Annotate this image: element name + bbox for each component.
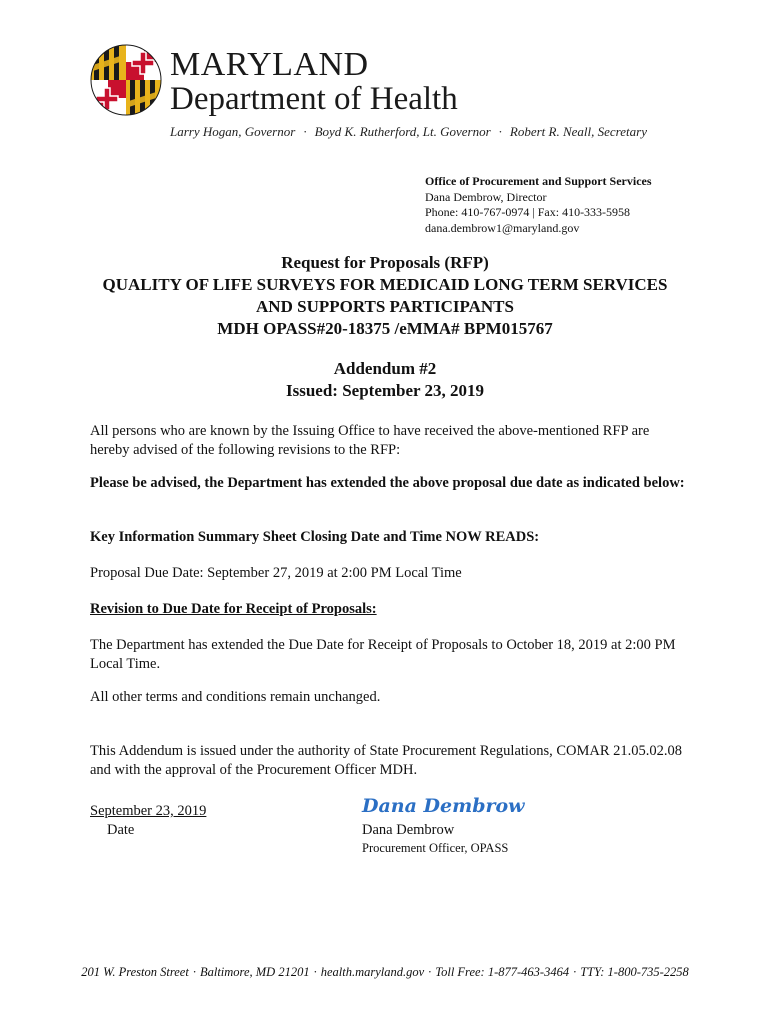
office-name: Office of Procurement and Support Services [425, 174, 652, 188]
org-name: MARYLAND [170, 46, 369, 83]
revision-paragraph: The Department has extended the Due Date for Receipt of Proposals to October 18, 2019 at 2:00 PM Local Time. [90, 637, 676, 672]
footer-tollfree: Toll Free: 1-877-463-3464 [435, 965, 570, 979]
handwritten-signature: Dana Dembrow [362, 795, 525, 817]
footer-address [0, 965, 770, 980]
secretary: Robert R. Neall, Secretary [509, 124, 647, 139]
office-phone: Phone: 410-767-0974 | Fax: 410-333-5958 [425, 205, 631, 219]
addendum-number: Addendum #2 [333, 359, 437, 378]
issued-date: Issued: September 23, 2019 [285, 381, 485, 400]
separator: · [192, 965, 196, 979]
leadership-line [170, 124, 647, 140]
signer-title: Procurement Officer, OPASS [362, 841, 509, 855]
footer-street: 201 W. Preston Street [81, 965, 189, 979]
intro-paragraph: All persons who are known by the Issuing Office to have received the above-mentioned RFP are hereby advised of the following revisions to the RFP: [90, 423, 650, 458]
signer-name: Dana Dembrow [362, 822, 455, 838]
key-info-heading: Key Information Summary Sheet Closing Date and Time NOW READS: [90, 529, 540, 545]
org-department: Department of Health [170, 81, 458, 117]
office-email[interactable]: dana.dembrow1@maryland.gov [425, 220, 580, 235]
maryland-flag-logo-icon [90, 44, 162, 116]
footer-city: Baltimore, MD 21201 [199, 965, 310, 979]
office-director: Dana Dembrow, Director [425, 189, 547, 204]
terms-unchanged: All other terms and conditions remain unchanged. [90, 689, 381, 705]
separator: · [303, 124, 307, 139]
proposal-due-date: Proposal Due Date: September 27, 2019 at 2:00 PM Local Time [90, 565, 462, 581]
date-label: Date [107, 822, 135, 838]
footer-tty: TTY: 1-800-735-2258 [580, 965, 689, 979]
separator: · [313, 965, 317, 979]
signature-date: September 23, 2019 [90, 803, 207, 819]
governor: Larry Hogan, Governor [170, 124, 296, 139]
lt-governor: Boyd K. Rutherford, Lt. Governor [314, 124, 491, 139]
rfp-title: Request for Proposals (RFP) [281, 253, 489, 272]
separator: · [573, 965, 577, 979]
separator: · [428, 965, 432, 979]
rfp-subject-line-2: AND SUPPORTS PARTICIPANTS [256, 297, 514, 316]
rfp-subject-line-1: QUALITY OF LIFE SURVEYS FOR MEDICAID LONG TERM SERVICES [102, 275, 668, 294]
rfp-reference-number: MDH OPASS#20-18375 /eMMA# BPM015767 [217, 319, 553, 338]
authority-paragraph: This Addendum is issued under the authority of State Procurement Regulations, COMAR 21.05.02.08 and with the approval of the Procurement Officer MDH. [90, 743, 683, 778]
separator: · [498, 124, 502, 139]
revision-heading: Revision to Due Date for Receipt of Proposals: [90, 601, 377, 617]
office-contact-block [425, 174, 652, 236]
extension-notice: Please be advised, the Department has extended the above proposal due date as indicated below: [90, 475, 685, 491]
footer-website[interactable]: health.maryland.gov [320, 965, 425, 979]
